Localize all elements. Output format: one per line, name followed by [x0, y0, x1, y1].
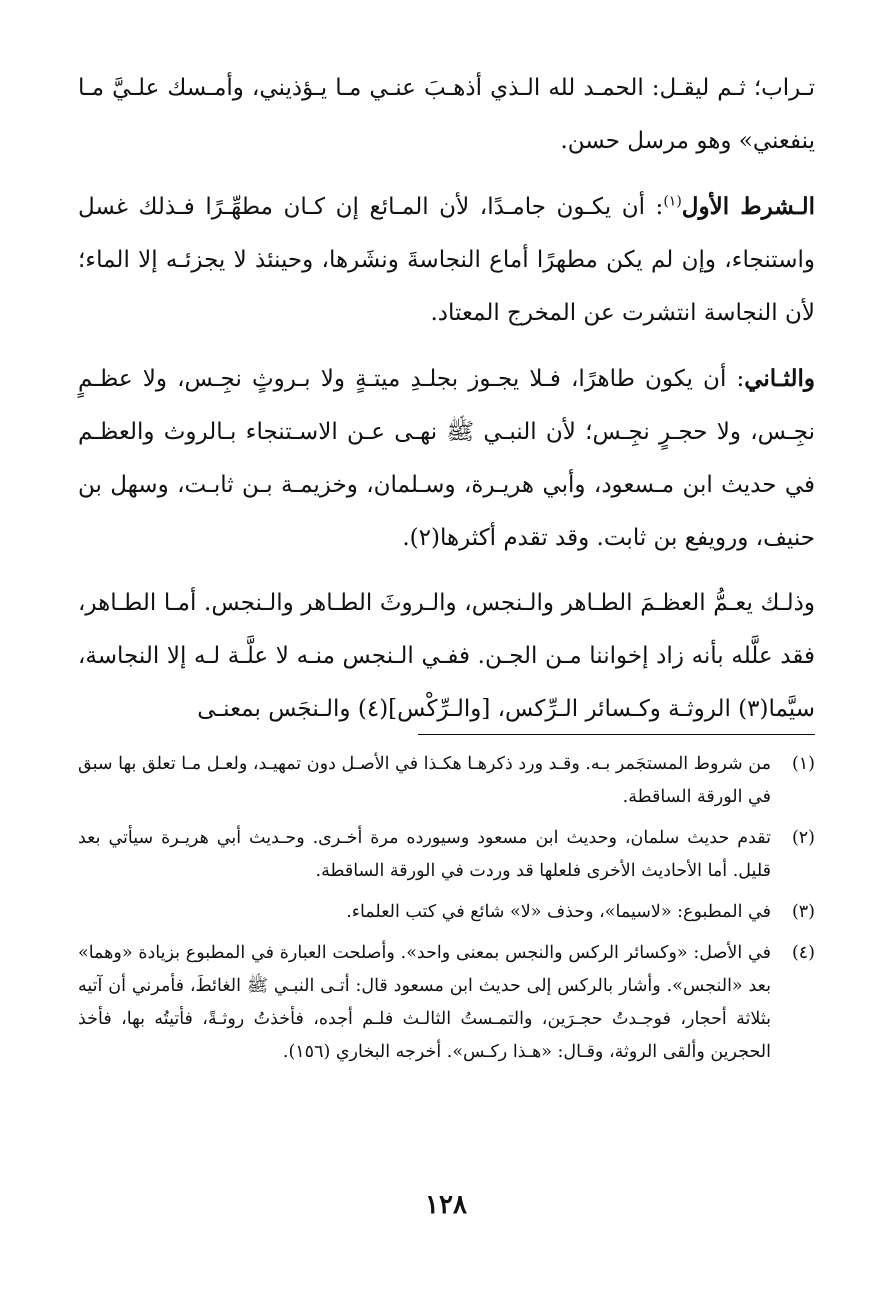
footnotes — [78, 748, 815, 1077]
main-text — [78, 62, 815, 748]
footnote-separator — [418, 734, 815, 735]
footnote-2 — [78, 822, 815, 888]
page-number: ١٢٨ — [425, 1190, 467, 1220]
footnote-4 — [78, 937, 815, 1069]
footnote-text: تقدم حديث سلمان، وحديث ابن مسعود وسيورده مرة أخـرى. وحـديث أبي هريـرة سيأتي بعد قليل. أما الأحاديث الأخرى فلعلها قد وردت في الورقة الساقطة. — [78, 828, 771, 881]
paragraph-2-heading: الـشرط الأول — [681, 193, 815, 220]
footnote-ref-1: (١) — [663, 193, 682, 210]
paragraph-3-heading: والثـاني — [744, 365, 815, 392]
paragraph-2-text: : أن يكـون جامـدًا، لأن المـائع إن كـان مطهِّـرًا فـذلك غسل واستنجاء، وإن لم يكن مطهرًا أماع النجاسةَ ونشَرها، وحينئذ لا يجزئـه إلا الماء؛ لأن النجاسة انتشرت عن المخرج المعتاد. — [78, 194, 815, 326]
footnote-number: (٤) — [791, 943, 815, 963]
footnote-number: (٢) — [791, 828, 815, 848]
footnote-3 — [78, 896, 815, 929]
footnote-1 — [78, 748, 815, 814]
paragraph-1-text: تـراب؛ ثـم ليقـل: الحمـد لله الـذي أذهـبَ عنـي مـا يـؤذيني، وأمـسك علـيَّ مـا ينفعني» وهو مرسل حسن. — [78, 75, 815, 154]
paragraph-1 — [78, 62, 815, 168]
footnote-text: في الأصل: «وكسائر الركس والنجس بمعنى واحد». وأصلحت العبارة في المطبوع بزيادة «وهما» بعد «النجس». وأشار بالركس إلى حديث ابن مسعود قال: أتـى النبـي ﷺ الغائطَ، فأمرني أن آتيه بثلاثة أحجار، فوجـدتُ حجـرَين، والتمـستُ الثالـث فلـم أجده، فأخذتُ روثـةً، فأتيتُه بها، فأخذ الحجرين وألقى الروثة، وقـال: «هـذا ركـس». أخرجه البخاري (١٥٦). — [78, 943, 771, 1062]
footnote-number: (١) — [791, 754, 815, 774]
paragraph-2 — [78, 180, 815, 340]
paragraph-3 — [78, 352, 815, 565]
paragraph-4-text: وذلـك يعـمُّ العظـمَ الطـاهر والـنجس، والـروثَ الطـاهر والـنجس. أمـا الطـاهر، فقد علَّله بأنه زاد إخواننا مـن الجـن. ففـي الـنجس منـه لا علَّـة لـه إلا النجاسة، سيَّما(٣) الروثـة وكـسائر الـرِّكس، [والـرِّكْس](٤) والـنجَس بمعنـى — [78, 590, 815, 722]
paragraph-4 — [78, 577, 815, 736]
footnote-text: من شروط المستجَمر بـه. وقـد ورد ذكرهـا هكـذا في الأصـل دون تمهيـد، ولعـل مـا تعلق بها سبق في الورقة الساقطة. — [78, 754, 771, 807]
footnote-number: (٣) — [791, 902, 815, 922]
paragraph-3-text: : أن يكون طاهرًا، فـلا يجـوز بجلـدِ ميتـةٍ ولا بـروثٍ نجِـس، ولا عظـمٍ نجِـس، ولا حجـرٍ نجِـس؛ لأن النبـي ﷺ نهـى عـن الاسـتنجاء بـالروث والعظـم في حديث ابن مـسعود، وأبي هريـرة، وسـلمان، وخزيمـة بـن ثابـت، وسهل بن حنيف، ورويفع بن ثابت. وقد تقدم أكثرها(٢). — [78, 366, 816, 551]
footnote-text: في المطبوع: «لاسيما»، وحذف «لا» شائع في كتب العلماء. — [346, 902, 771, 922]
